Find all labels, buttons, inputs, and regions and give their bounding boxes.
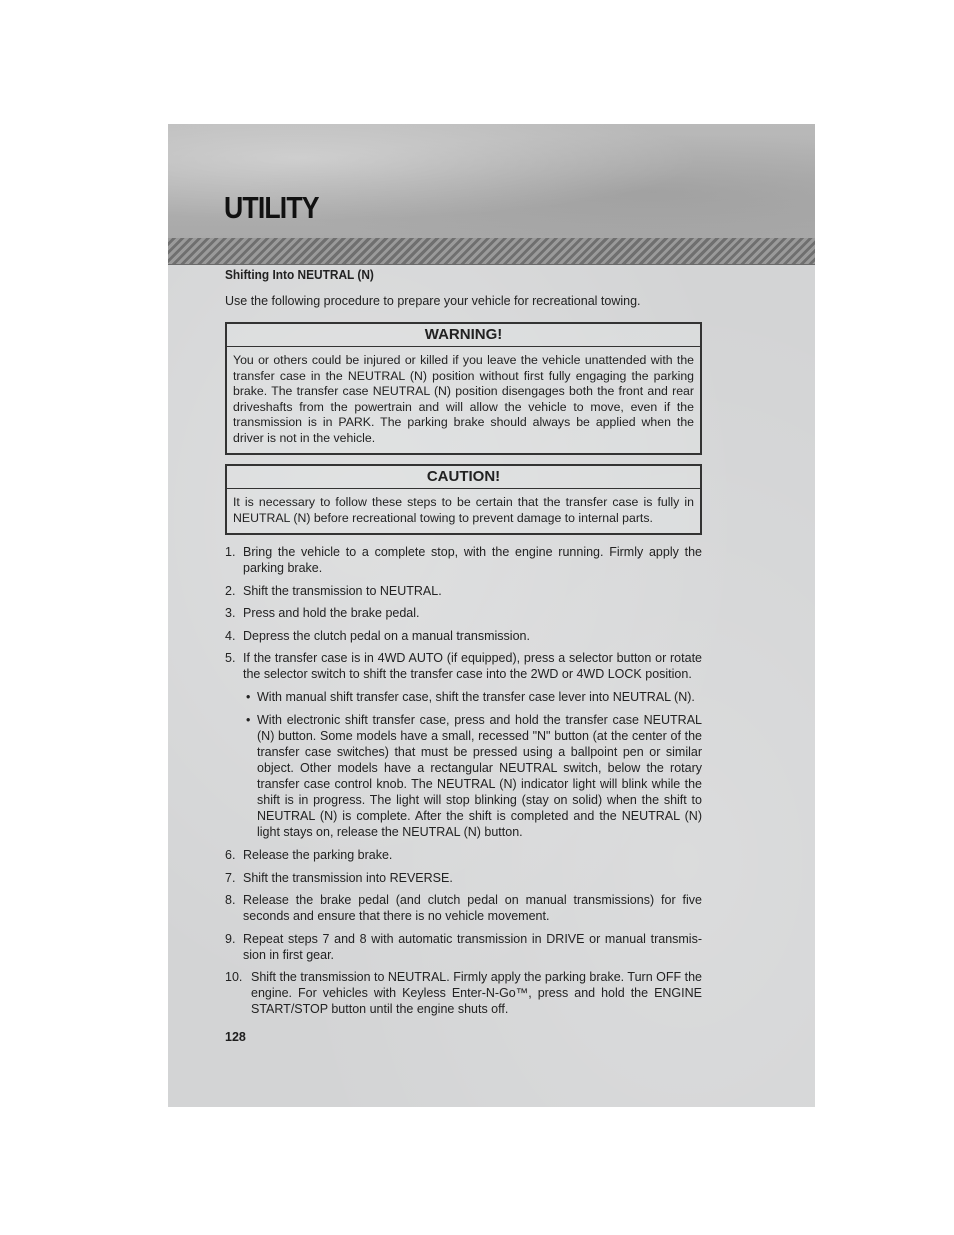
step-number: 2. xyxy=(225,583,236,598)
step-text: Shift the transmission to NEUTRAL. xyxy=(243,583,442,598)
header-band xyxy=(168,124,815,238)
step-text: Shift the transmission into REVERSE. xyxy=(243,870,453,885)
step-item xyxy=(225,870,702,886)
step-number: 7. xyxy=(225,870,236,885)
bullet-text: With manual shift transfer case, shift the transfer case lever into NEUTRAL (N). xyxy=(257,690,695,704)
step-text: Press and hold the brake pedal. xyxy=(243,606,420,620)
step-number: 1. xyxy=(225,545,236,559)
subheading: Shifting Into NEUTRAL (N) xyxy=(225,268,374,282)
sub-bullets xyxy=(243,689,702,840)
step-item xyxy=(225,931,702,963)
step-number: 9. xyxy=(225,931,236,946)
bullet-glyph: • xyxy=(246,690,251,704)
caution-box xyxy=(225,464,702,535)
step-text: Repeat steps 7 and 8 with automatic transmission in DRIVE or manual transmis-sion in first gear. xyxy=(243,931,702,962)
step-text: If the transfer case is in 4WD AUTO (if equipped), press a selector button or rotate the selector switch to shift the transfer case into the 2WD or 4WD LOCK position. xyxy=(243,651,702,681)
header-tread-strip xyxy=(168,238,815,265)
step-number: 3. xyxy=(225,606,236,620)
procedure-steps xyxy=(225,544,702,1017)
warning-box xyxy=(225,322,702,455)
step-text: Shift the transmission to NEUTRAL. Firmly apply the parking brake. Turn OFF the engine. For vehicles with Keyless Enter-N-Go™, press and hold the ENGINE START/STOP button until the engine shuts off. xyxy=(251,970,702,1016)
bullet-text: With electronic shift transfer case, press and hold the transfer case NEUTRAL (N) button. Some models have a small, recessed "N" button (at the center of the transfer case switches) that must be pressed using a ballpoint pen or similar object. Other models have a rectangular NEUTRAL switch, below the rotary transfer case control knob. The NEUTRAL (N) indicator light will blink while the shift is in progress. The light will stop blinking (stay on solid) when the shift to NEUTRAL (N) is complete. After the shift is completed and the NEUTRAL (N) light stays on, release the NEUTRAL (N) button. xyxy=(257,713,702,839)
step-number: 5. xyxy=(225,651,236,665)
step-item xyxy=(225,847,702,863)
step-item xyxy=(225,650,702,840)
warning-body: You or others could be injured or killed if you leave the vehicle unattended with the transfer case in the NEUTRAL (N) position without first fully engaging the parking brake. The transfer case NEUTRAL (N) position disengages both the front and rear driveshafts from the powertrain and will allow the vehicle to move, even if the transmission is in PARK. The parking brake should always be applied when the driver is not in the vehicle. xyxy=(233,353,694,445)
step-text: Bring the vehicle to a complete stop, with the engine running. Firmly apply the parking brake. xyxy=(243,545,702,575)
step-item xyxy=(225,605,702,621)
caution-body: It is necessary to follow these steps to be certain that the transfer case is fully in NEUTRAL (N) before recreational towing to prevent damage to internal parts. xyxy=(233,495,694,525)
caution-title: CAUTION! xyxy=(227,466,700,489)
step-item xyxy=(225,628,702,644)
step-number: 6. xyxy=(225,848,236,862)
step-item xyxy=(225,583,702,599)
step-number: 8. xyxy=(225,893,236,907)
step-text: Release the brake pedal (and clutch pedal on manual transmissions) for five seconds and ensure that there is no vehicle movement. xyxy=(243,893,702,923)
step-item xyxy=(225,969,702,1017)
page-content xyxy=(225,267,702,1024)
step-number: 4. xyxy=(225,628,236,643)
page-number: 128 xyxy=(225,1030,246,1044)
bullet-glyph: • xyxy=(246,713,251,727)
warning-title: WARNING! xyxy=(227,324,700,347)
section-title: UTILITY xyxy=(224,190,319,225)
step-number: 10. xyxy=(225,970,243,984)
step-text: Depress the clutch pedal on a manual transmission. xyxy=(243,628,530,643)
intro-paragraph: Use the following procedure to prepare your vehicle for recreational towing. xyxy=(225,294,641,308)
manual-page xyxy=(168,124,815,1107)
step-text: Release the parking brake. xyxy=(243,848,393,862)
bullet-item xyxy=(243,689,702,705)
bullet-item xyxy=(243,712,702,840)
step-item xyxy=(225,544,702,576)
step-item xyxy=(225,892,702,924)
